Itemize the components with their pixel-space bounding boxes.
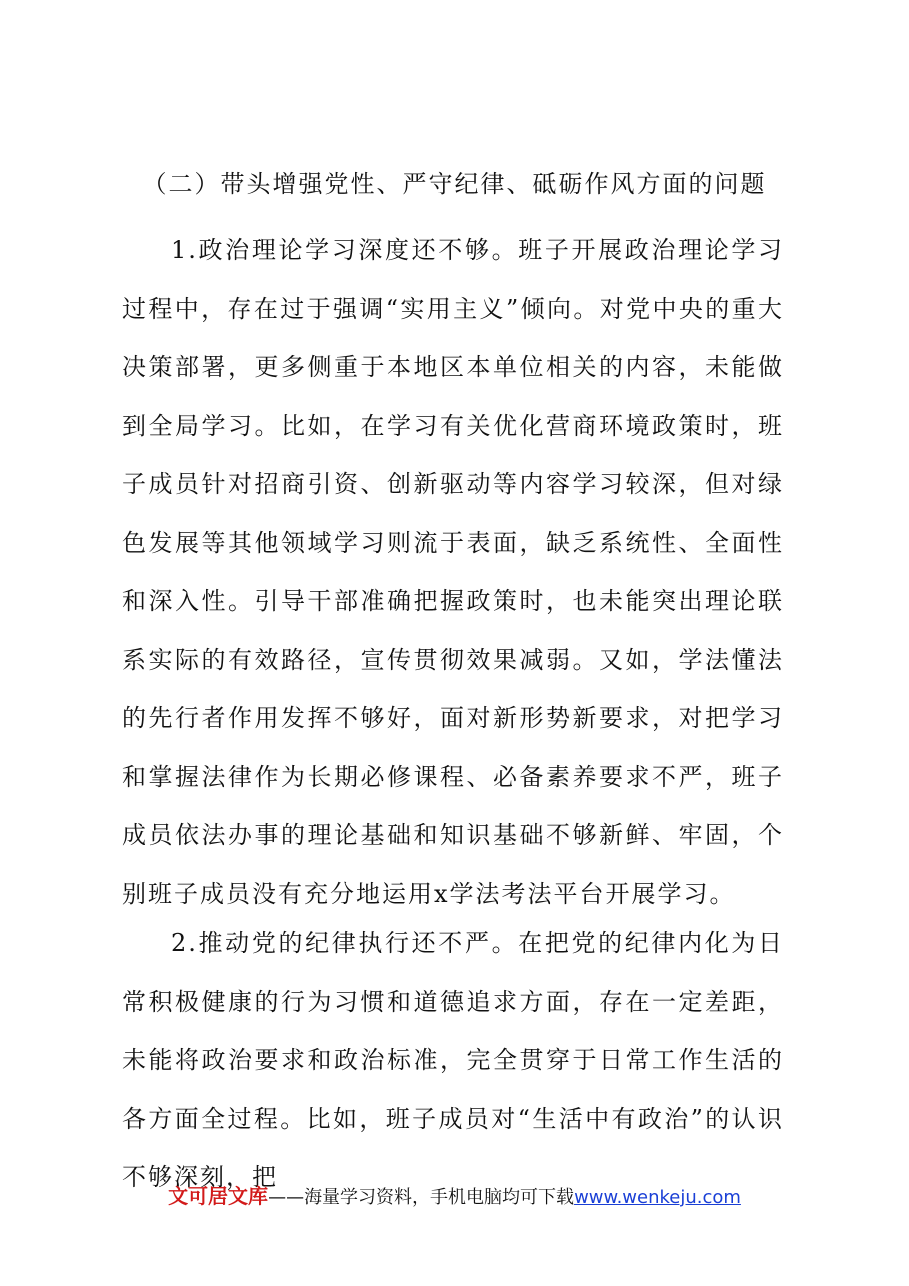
paragraph-2: 2.推动党的纪律执行还不严。在把党的纪律内化为日常积极健康的行为习惯和道德追求方面，存在一定差距，未能将政治要求和政治标准，完全贯穿于日常工作生活的各方面全过程。比如，班子成员对“生活中有政治”的认识不够深刻，把 xyxy=(122,929,784,1191)
footer-banner xyxy=(0,1181,909,1213)
paragraph-1: 1.政治理论学习深度还不够。班子开展政治理论学习过程中，存在过于强调“实用主义”倾向。对党中央的重大决策部署，更多侧重于本地区本单位相关的内容，未能做到全局学习。比如，在学习有关优化营商环境政策时，班子成员针对招商引资、创新驱动等内容学习较深，但对绿色发展等其他领域学习则流于表面，缺乏系统性、全面性和深入性。引导干部准确把握政策时，也未能突出理论联系实际的有效路径，宣传贯彻效果减弱。又如，学法懂法的先行者作用发挥不够好，面对新形势新要求，对把学习和掌握法律作为长期必修课程、必备素养要求不严，班子成员依法办事的理论基础和知识基础不够新鲜、牢固，个别班子成员没有充分地运用x学法考法平台开展学习。 xyxy=(122,236,784,908)
footer-brand: 文可居文库 xyxy=(168,1184,269,1208)
section-heading: （二）带头增强党性、严守纪律、砥砺作风方面的问题 xyxy=(142,170,767,198)
footer-tagline: ——海量学习资料，手机电脑均可下载 xyxy=(268,1187,575,1208)
footer-website-link[interactable]: www.wenkeju.com xyxy=(574,1187,741,1208)
